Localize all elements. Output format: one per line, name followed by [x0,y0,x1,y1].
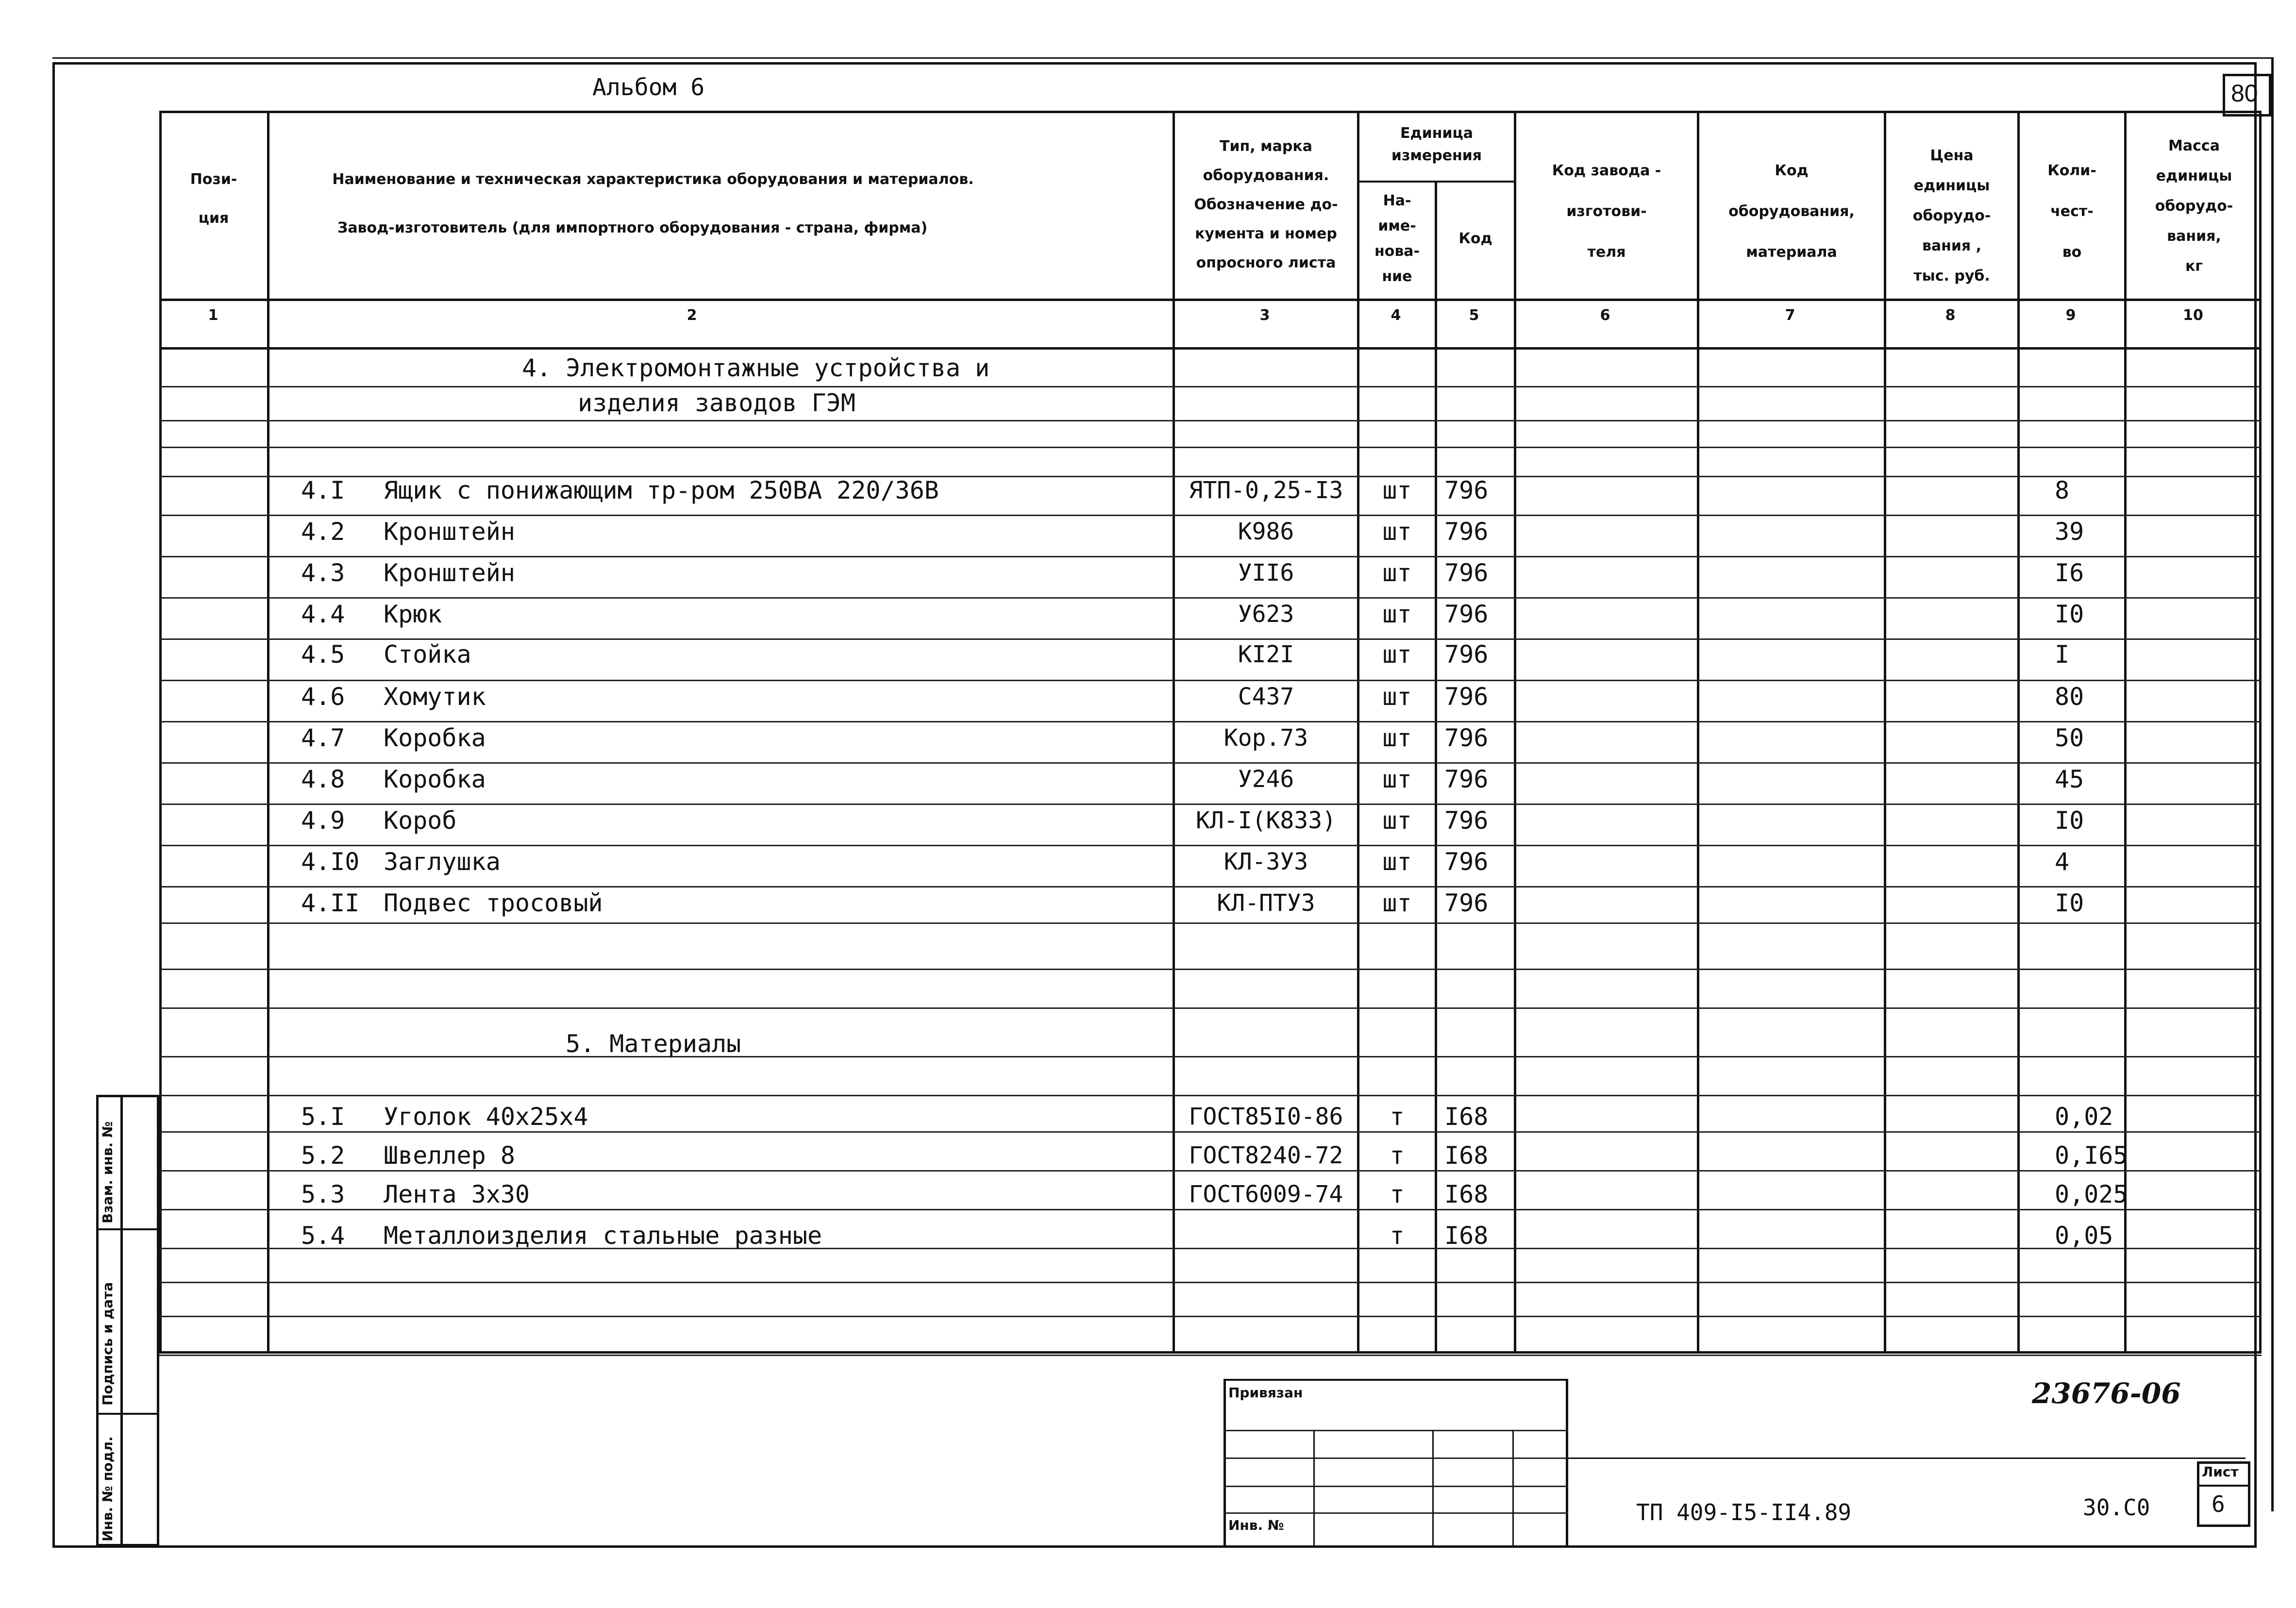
col-line-5 [1514,111,1516,1354]
row-unit: шт [1382,889,1412,917]
row-name: Заглушка [384,848,501,876]
row-type: ЯТП-0,25-I3 [1189,477,1343,504]
row-line [159,969,2262,970]
section-5-title: 5. Материалы [566,1030,741,1058]
header-name-l1: Наименование и техническая характеристика оборудования и материалов. [332,171,974,188]
row-unit: шт [1382,476,1412,504]
header-plant-code [1516,151,1697,273]
header-name [269,155,1037,252]
side-stamp-line-2 [96,1413,159,1415]
header-mass [2127,131,2262,282]
row-unit: т [1390,1141,1405,1170]
tb-inv-no: Инв. № [1228,1517,1284,1533]
row-type: УII6 [1238,559,1294,586]
header-price-l3: оборудо- [1912,207,1991,224]
row-type: К986 [1238,518,1294,545]
row-name: Швеллер 8 [384,1141,515,1170]
col-line-4 [1435,181,1437,1354]
header-quantity-l2: чест- [2050,203,2094,220]
tb-privyazan: Привязан [1228,1385,1303,1401]
row-unit-code: 796 [1444,476,1489,504]
row-name: Коробка [384,724,486,752]
row-line [159,1209,2262,1210]
header-type-l4: кумента и номер [1195,225,1337,242]
row-quantity: 80 [2055,683,2084,711]
row-position: 4.3 [301,559,345,587]
right-border [2271,57,2274,1511]
tb-left [1223,1379,1226,1548]
row-unit-code: I68 [1444,1180,1489,1208]
header-type-l1: Тип, марка [1220,138,1312,155]
row-unit: шт [1382,600,1412,628]
row-position: 4.I0 [301,848,360,876]
row-line [159,721,2262,722]
tb-doc-line [1566,1457,2246,1459]
row-line [159,1355,2262,1356]
colnum-4: 4 [1391,307,1401,324]
row-line [159,845,2262,846]
row-line [159,1131,2262,1133]
row-position: 4.2 [301,518,345,546]
col-line-8 [2017,111,2020,1354]
tb-h1 [1223,1430,1568,1431]
row-quantity: 8 [2055,476,2070,504]
row-line [159,886,2262,888]
colnum-3: 3 [1259,307,1270,324]
row-unit-code: 796 [1444,889,1489,917]
row-line [159,556,2262,557]
row-quantity: 4 [2055,848,2070,876]
row-type: КЛ-ЗУЗ [1223,848,1308,875]
row-unit: шт [1382,683,1412,711]
col-line-7 [1884,111,1886,1354]
row-line [159,597,2262,599]
tb-right [1566,1379,1568,1548]
row-name: Ящик с понижающим тр-ром 250ВА 220/36В [384,476,939,504]
tb-v3 [1512,1430,1514,1548]
row-unit-code: 796 [1444,724,1489,752]
row-line [159,1007,2262,1009]
row-unit-code: 796 [1444,848,1489,876]
row-unit-code: 796 [1444,640,1489,669]
row-position: 5.3 [301,1180,345,1208]
row-line [159,447,2262,448]
colnum-8: 8 [1945,307,1956,324]
header-equipment-code-l2: оборудования, [1728,203,1855,220]
header-quantity-l1: Коли- [2047,162,2096,179]
row-unit-code: I68 [1444,1222,1489,1250]
row-position: 4.I [301,476,345,504]
row-line [159,1056,2262,1057]
row-unit: т [1390,1222,1405,1250]
row-unit-code: 796 [1444,518,1489,546]
row-name: Кронштейн [384,559,515,587]
row-line [159,922,2262,924]
col-line-1 [267,111,269,1354]
row-quantity: 0,02 [2055,1103,2113,1131]
row-quantity: I6 [2055,559,2084,587]
row-name: Подвес тросовый [384,889,603,917]
header-mass-l2: единицы [2156,168,2232,184]
section-4-title-line2: изделия заводов ГЭМ [578,389,855,417]
row-position: 4.7 [301,724,345,752]
tb-v1 [1313,1430,1315,1548]
row-unit-code: 796 [1444,765,1489,793]
row-name: Коробка [384,765,486,793]
header-position-l2: ция [198,210,229,227]
row-unit-code: I68 [1444,1103,1489,1131]
row-line [159,420,2262,421]
row-unit: шт [1382,806,1412,835]
row-unit: шт [1382,518,1412,546]
colnum-bottom-line [159,347,2262,350]
header-unit-l2: измерения [1391,147,1482,164]
header-type-l5: опросного листа [1196,254,1336,271]
header-type-l3: Обозначение до- [1194,196,1338,213]
row-unit-code: 796 [1444,806,1489,835]
header-price [1886,141,2017,291]
tb-h2 [1223,1457,1568,1459]
side-inv-no-podl: Инв. № подл. [100,1436,116,1541]
row-type: ГОСТ8240-72 [1189,1142,1343,1169]
header-position-l1: Пози- [190,171,237,188]
side-podpis-data: Подпись и дата [100,1282,116,1406]
row-type: ГОСТ85I0-86 [1189,1103,1343,1130]
colnum-9: 9 [2065,307,2076,324]
header-unit-name-l3: нова- [1374,243,1420,260]
row-unit-code: 796 [1444,600,1489,628]
header-equipment-code [1699,151,1884,273]
row-unit: шт [1382,848,1412,876]
row-line [159,1095,2262,1096]
header-quantity-l3: во [2062,244,2082,261]
header-position [160,160,267,238]
header-name-l2: Завод-изготовитель (для импортного оборудования - страна, фирма) [337,219,928,236]
row-position: 5.2 [301,1141,345,1170]
row-quantity: 0,05 [2055,1222,2113,1250]
header-unit-name-l1: На- [1383,192,1411,209]
row-name: Крюк [384,600,442,628]
header-unit-name-l4: ние [1382,268,1412,285]
colnum-6: 6 [1600,307,1610,324]
side-vzam-inv: Взам. инв. № [100,1121,116,1223]
row-type: КЛ-I(К833) [1196,807,1336,834]
row-name: Лента 3х30 [384,1180,530,1208]
row-unit-code: I68 [1444,1141,1489,1170]
header-unit-code: Код [1458,230,1492,247]
section-4-title-line1: 4. Электромонтажные устройства и [522,354,990,382]
header-mass-l5: кг [2185,258,2203,275]
title-block-top [1223,1379,1568,1381]
row-quantity: 45 [2055,765,2084,793]
header-plant-code-l2: изготови- [1566,203,1647,220]
tb-doc-code: ТП 409-I5-II4.89 [1636,1499,1852,1525]
colnum-2: 2 [687,307,697,324]
side-stamp-line-1 [96,1228,159,1230]
header-mass-l3: оборудо- [2155,198,2233,215]
header-quantity [2020,151,2124,273]
tb-h4 [1223,1512,1568,1514]
row-line [159,1170,2262,1172]
row-quantity: I [2055,640,2070,669]
row-position: 4.5 [301,640,345,669]
row-name: Уголок 40х25х4 [384,1103,588,1131]
row-type: У623 [1238,601,1294,628]
row-position: 4.4 [301,600,345,628]
row-line [159,804,2262,805]
row-quantity: I0 [2055,889,2084,917]
header-price-l2: единицы [1913,177,1990,194]
row-line [159,762,2262,764]
header-price-l4: вания , [1922,237,1982,254]
row-name: Кронштейн [384,518,515,546]
row-unit: т [1390,1180,1405,1208]
tb-sheet-code: 30.С0 [2083,1494,2150,1521]
tb-h3 [1223,1486,1568,1487]
header-unit-group [1359,122,1514,167]
header-unit-name-l2: име- [1378,218,1416,234]
row-line [159,1282,2262,1283]
row-line [159,1316,2262,1317]
row-position: 5.I [301,1103,345,1131]
colnum-7: 7 [1785,307,1795,324]
header-equipment-code-l1: Код [1775,162,1809,179]
row-type: С437 [1238,683,1294,710]
header-plant-code-l1: Код завода - [1552,162,1661,179]
row-quantity: I0 [2055,600,2084,628]
row-quantity: 39 [2055,518,2084,546]
side-stamp-divider [120,1095,123,1546]
row-line [159,515,2262,516]
tb-sheet-box-line [2197,1485,2250,1487]
row-quantity: 0,025 [2055,1180,2128,1208]
row-unit: шт [1382,640,1412,669]
row-unit: т [1390,1103,1405,1131]
album-label: Альбом 6 [592,74,705,101]
tb-handwritten-number: 23676-06 [2032,1377,2181,1410]
colnum-10: 10 [2183,307,2203,324]
row-unit: шт [1382,765,1412,793]
colnum-1: 1 [208,307,218,324]
header-mass-l1: Масса [2168,137,2220,154]
tb-sheet-number: 6 [2212,1491,2225,1517]
col-line-6 [1697,111,1699,1354]
row-position: 4.8 [301,765,345,793]
header-price-l5: тыс. руб. [1913,268,1990,285]
header-price-l1: Цена [1930,147,1974,164]
row-type: Кор.73 [1223,724,1308,752]
row-position: 5.4 [301,1222,345,1250]
row-type: KI2I [1238,641,1294,668]
row-position: 4.II [301,889,360,917]
header-unit-name [1359,188,1435,289]
header-equipment-code-l3: материала [1746,244,1837,261]
row-unit: шт [1382,724,1412,752]
row-unit-code: 796 [1444,683,1489,711]
row-type: КЛ-ПТУЗ [1217,889,1315,917]
row-position: 4.6 [301,683,345,711]
top-rule [52,57,2271,59]
row-name: Металлоизделия стальные разные [384,1222,822,1250]
row-quantity: 0,I65 [2055,1141,2128,1170]
header-plant-code-l3: теля [1587,244,1626,261]
header-bottom-line [159,299,2262,301]
unit-subheader-line [1357,181,1514,183]
row-name: Стойка [384,640,471,669]
page-number: 80 [2231,80,2258,107]
row-line [159,680,2262,681]
header-unit-l1: Единица [1400,125,1473,142]
row-quantity: 50 [2055,724,2084,752]
header-type-l2: оборудования. [1203,167,1329,184]
row-type: ГОСТ6009-74 [1189,1181,1343,1208]
header-mass-l4: вания, [2167,228,2221,245]
row-position: 4.9 [301,806,345,835]
row-name: Короб [384,806,457,835]
header-type [1175,132,1357,278]
row-quantity: I0 [2055,806,2084,835]
row-unit: шт [1382,559,1412,587]
tb-sheet-label: Лист [2202,1464,2239,1480]
tb-v2 [1432,1430,1434,1548]
row-type: У246 [1238,766,1294,793]
row-name: Хомутик [384,683,486,711]
row-unit-code: 796 [1444,559,1489,587]
colnum-5: 5 [1469,307,1479,324]
row-line [159,386,2262,387]
